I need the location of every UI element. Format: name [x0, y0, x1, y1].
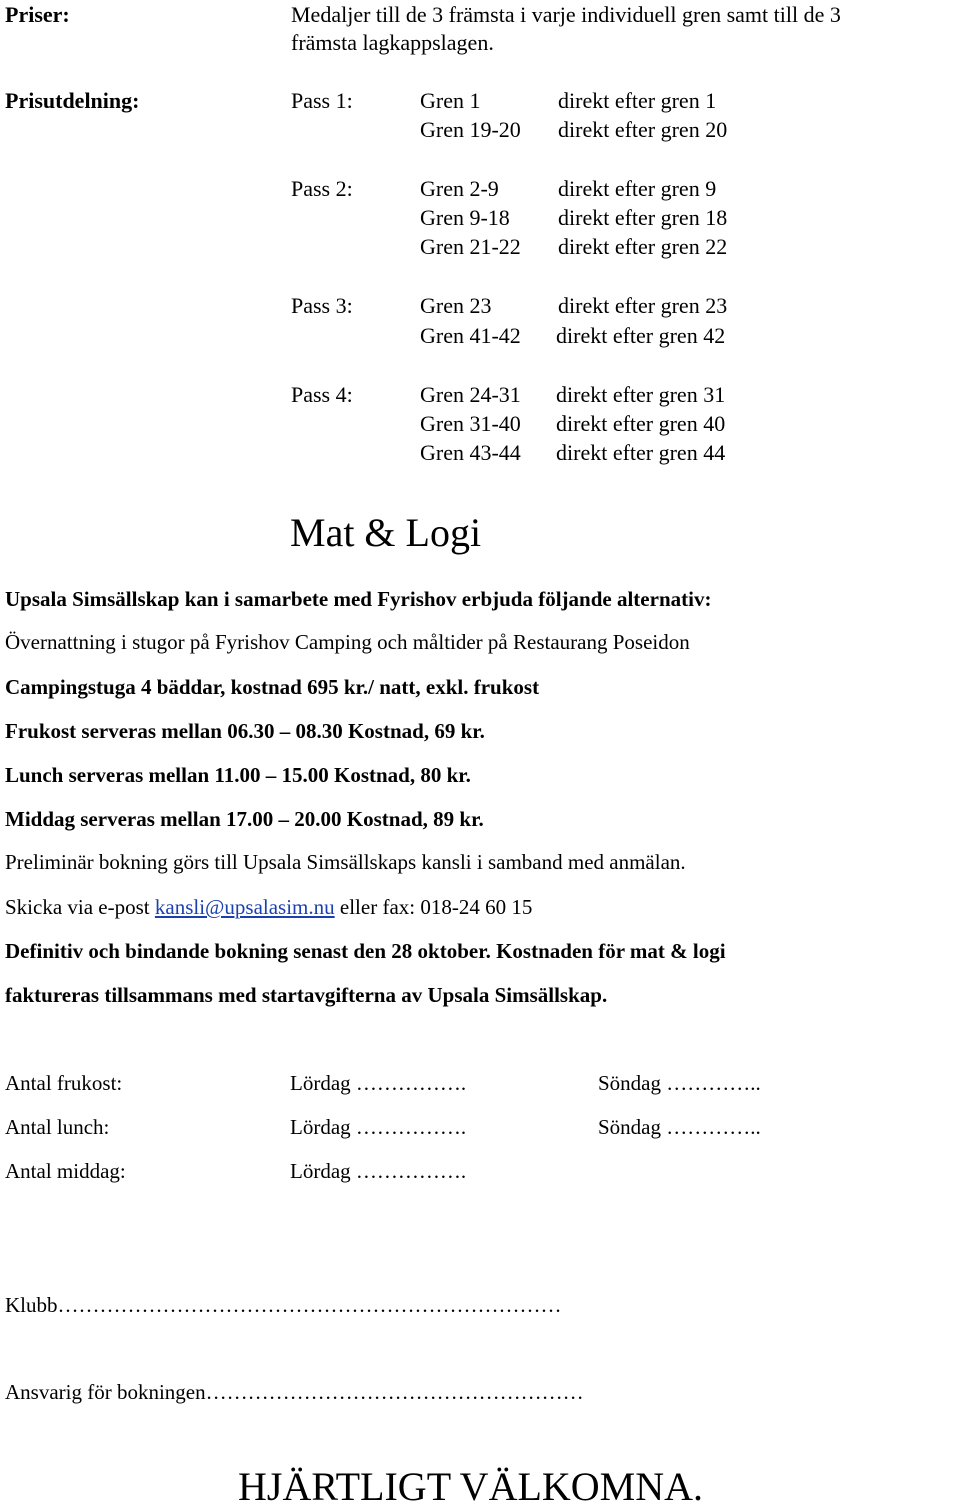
campingstuga-text: Campingstuga 4 bäddar, kostnad 695 kr./ natt, exkl. frukost	[5, 675, 540, 699]
pass-2-when-2: direkt efter gren 18	[558, 205, 728, 230]
pass-3-when-1: direkt efter gren 23	[558, 293, 728, 318]
antal-frukost-label: Antal frukost:	[5, 1071, 123, 1095]
pass-4-when-1: direkt efter gren 31	[556, 382, 726, 407]
email-link[interactable]: kansli@upsalasim.nu	[154, 895, 335, 919]
pass-2-gren-1: Gren 2-9	[420, 176, 499, 201]
pass-2-when-3: direkt efter gren 22	[558, 234, 728, 259]
skicka-prefix: Skicka via e-post	[5, 895, 155, 919]
pass-4-gren-1: Gren 24-31	[420, 382, 521, 407]
antal-middag-label: Antal middag:	[5, 1159, 126, 1183]
pass-2-gren-2: Gren 9-18	[420, 205, 510, 230]
pass-4-when-3: direkt efter gren 44	[556, 440, 726, 465]
priser-label: Priser:	[5, 2, 70, 27]
pass-4-label: Pass 4:	[291, 382, 353, 407]
pass-1-gren-2: Gren 19-20	[420, 117, 521, 142]
pass-3-gren-2: Gren 41-42	[420, 323, 521, 348]
priser-text-line2: främsta lagkappslagen.	[291, 30, 494, 55]
pass-3-gren-1: Gren 23	[420, 293, 492, 318]
frukost-text: Frukost serveras mellan 06.30 – 08.30 Kostnad, 69 kr.	[5, 719, 485, 743]
skicka-line	[5, 893, 532, 921]
pass-4-gren-3: Gren 43-44	[420, 440, 521, 465]
pass-4-gren-2: Gren 31-40	[420, 411, 521, 436]
lunch-text: Lunch serveras mellan 11.00 – 15.00 Kostnad, 80 kr.	[5, 763, 471, 787]
ansvarig-field[interactable]: Ansvarig för bokningen………………………………………………	[5, 1380, 584, 1404]
frukost-sondag-field[interactable]: Söndag …………..	[598, 1071, 761, 1095]
pass-1-when-1: direkt efter gren 1	[558, 88, 717, 113]
lunch-sondag-field[interactable]: Söndag …………..	[598, 1115, 761, 1139]
definitiv-line1: Definitiv och bindande bokning senast den 28 oktober. Kostnaden för mat & logi	[5, 939, 726, 963]
pass-3-label: Pass 3:	[291, 293, 353, 318]
frukost-lordag-field[interactable]: Lördag …………….	[290, 1071, 467, 1095]
pass-2-when-1: direkt efter gren 9	[558, 176, 717, 201]
klubb-field[interactable]: Klubb………………………………………………………………	[5, 1293, 562, 1317]
pass-1-label: Pass 1:	[291, 88, 353, 113]
lunch-lordag-field[interactable]: Lördag …………….	[290, 1115, 467, 1139]
pass-3-when-2: direkt efter gren 42	[556, 323, 726, 348]
closing-text: HJÄRTLIGT VÄLKOMNA.	[238, 1464, 703, 1509]
overnattning-text: Övernattning i stugor på Fyrishov Camping och måltider på Restaurang Poseidon	[5, 630, 690, 654]
middag-text: Middag serveras mellan 17.00 – 20.00 Kostnad, 89 kr.	[5, 807, 484, 831]
prisutdelning-label: Prisutdelning:	[5, 88, 140, 113]
section-heading-mat-logi: Mat & Logi	[290, 510, 482, 555]
pass-4-when-2: direkt efter gren 40	[556, 411, 726, 436]
skicka-suffix: eller fax: 018-24 60 15	[334, 895, 533, 919]
pass-1-when-2: direkt efter gren 20	[558, 117, 728, 142]
preliminar-text: Preliminär bokning görs till Upsala Simsällskaps kansli i samband med anmälan.	[5, 850, 686, 874]
antal-lunch-label: Antal lunch:	[5, 1115, 110, 1139]
priser-text-line1: Medaljer till de 3 främsta i varje individuell gren samt till de 3	[291, 2, 841, 27]
middag-lordag-field[interactable]: Lördag …………….	[290, 1159, 467, 1183]
pass-2-gren-3: Gren 21-22	[420, 234, 521, 259]
pass-1-gren-1: Gren 1	[420, 88, 481, 113]
intro-text: Upsala Simsällskap kan i samarbete med Fyrishov erbjuda följande alternativ:	[5, 587, 712, 611]
pass-2-label: Pass 2:	[291, 176, 353, 201]
definitiv-line2: faktureras tillsammans med startavgifterna av Upsala Simsällskap.	[5, 983, 608, 1007]
